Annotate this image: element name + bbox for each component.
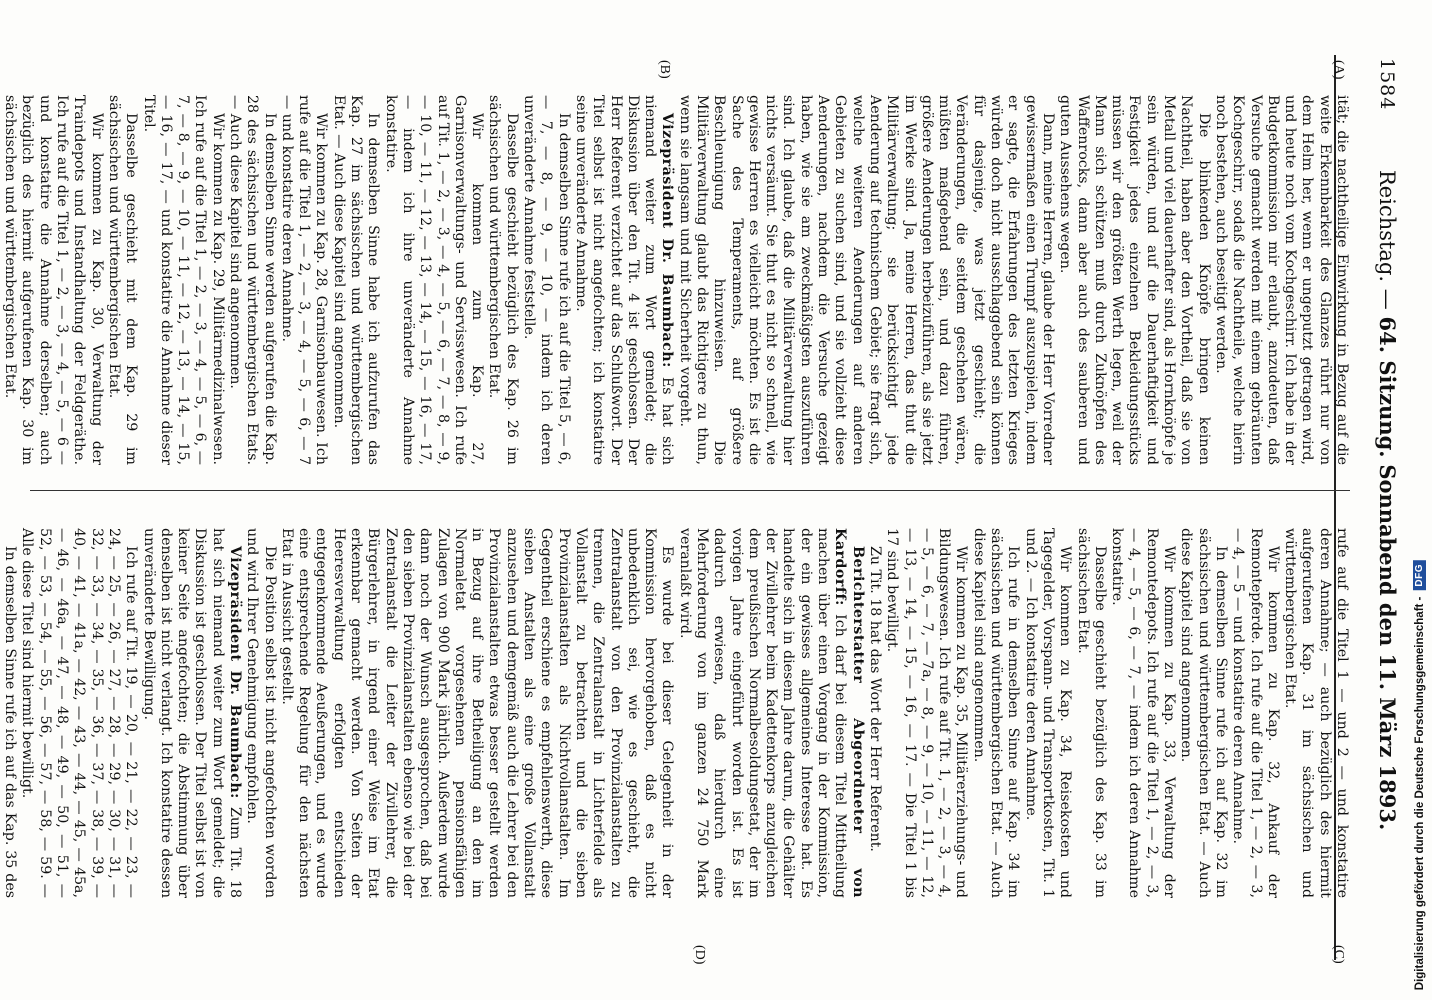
paragraph: Ich rufe auf Tit. 19, — 20, — 21, — 22, — 23, — 24, — 25, — 26, — 27, — 28, — 29, — 30, — 31, — 32, — 33, — 34, — 35, — 36, — 37, — 38, — 39, — 40, — 41, — 41a, — 42, — 43, — 44, — 45, — 45a, — 46, — 46a, — 47, — 48, — 49, — 50, — 51, — 52, — 53, — 54, — 55, — 56, — 57, — 58, — 59. — Alle diese Titel sind hiermit bewilligt. <box>19 528 140 898</box>
margin-mark-b: (B) <box>657 60 672 79</box>
paragraph: Die blinkenden Knöpfe bringen keinen Nachtheil, haben aber den Vortheil, daß sie von Metall und viel dauerhafter sind, als Hornknöpfe je sein würden, und auf die Dauerhaftigkeit und Festigkeit jedes einzelnen Bekleidungsstücks müssen wir den größten Werth legen, weil der Mann sich schützen muß durch Zuknöpfen des Waffenrocks, dann aber auch des sauberen und guten Aussehens wegen. <box>1057 95 1212 465</box>
column-divider <box>30 490 1350 491</box>
paragraph: In demselben Sinne rufe ich auf das Kap. 35 des <box>2 546 19 898</box>
paragraph: Dasselbe geschieht bezüglich des Kap. 26 im sächsischen und württembergischen Etat. <box>486 95 520 465</box>
paragraph: In demselben Sinne habe ich aufzurufen das Kap. 27 im sächsischen und württembergischen Etat. — Auch diese Kapitel sind angenommen. <box>330 95 382 465</box>
paragraph: Zu Tit. 18 hat das Wort der Herr Referent. <box>866 546 883 852</box>
paragraph <box>0 95 1 465</box>
paragraph <box>675 528 865 898</box>
paragraph: Wir kommen zum Kap. 27, Garnisonverwaltungs- und Servisswesen. Ich rufe auf Tit. 1, — 2, — 3, — 4, — 5, — 6, — 7, — 8, — 9, — 10, — 11, — 12, — 13, — 14, — 15, — 16, — 17, — indem ich ihre unveränderte Annahme konstatire. <box>382 95 486 465</box>
speaker-name: Vizepräsident Dr. Baumbach: <box>227 546 243 799</box>
speaker-name: Vizepräsident Dr. Baumbach: <box>659 113 676 368</box>
credit-line <box>1402 0 1432 1000</box>
paragraph: Wir kommen zu Kap. 30, Verwaltung der Traindepots und Instandhaltung der Feldgeräthe. Ich rufe auf die Titel 1, — 2, — 3, — 4, — 5, — 6 — und konstatire die Annahme derselben; auch bezüglich des hiermit aufgerufenen Kap. 30 im sächsischen und württembergischen Etat. <box>2 95 105 465</box>
session-number: 64. Sitzung. <box>1375 316 1400 458</box>
paragraph: Wir kommen zu Kap. 34, Reisekosten und Tagegelder, Vorspann- und Transportkosten, Tit. 1 und 2. — Ich konstatire deren Annahme. <box>1022 528 1074 898</box>
page-number: 1584 <box>1376 58 1398 111</box>
margin-mark-c: (C) <box>1331 945 1346 964</box>
paragraph: In demselben Sinne rufe ich auf die Titel 5, — 6, — 7, — 8, — 9, — 10, — indem ich deren unveränderte Annahme feststelle. <box>521 95 572 465</box>
paragraph: Dasselbe geschieht mit dem Kap. 29 im sächsischen und württembergischen Etat. <box>105 95 140 465</box>
paragraph: Dann, meine Herren, glaube der Herr Vorredner gewissermaßen einen Trumpf auszuspielen, indem er sagte, die Erfahrungen des letzten Krieges würden doch nicht ausschlaggebend sein können für dasjenige, was jetzt geschieht; die Veränderungen, die seitdem geschehen wären, müßten maßgebend sein, und dazu führen, größere Aenderungen herbeizuführen, als sie jetzt im Werke sind. Ja, meine Herren, das thut die Militärverwaltung; sie berücksichtigt jede Aenderung auf technischem Gebiet; sie fragt sich, welche weiteren Aenderungen auf anderen Gebieten zu suchen sind, und sie vollzieht diese Aenderungen, nachdem die Versuche gezeigt haben, wie sie am zweckmäßigsten auszuführen sind. Ich glaube, daß die Militärverwaltung hier nichts versäumt. Sie thut es nicht so schnell, wie gewisse Herren es vielleicht möchten. Es ist die Sache des Temperaments, auf größere Beschleunigung hinzuweisen. Die Militärverwaltung glaubt das Richtigere zu thun, wenn sie langsam und mit Sicherheit vorgeht. <box>676 95 1056 465</box>
paragraph: Dasselbe geschieht bezüglich des Kap. 33 im sächsischen Etat. <box>1074 528 1108 898</box>
paragraph: ität; die nachtheilige Einwirkung in Bezug auf die weite Erkennbarkeit des Glanzes rührt nur von dem Helm her, wenn er ungeputzt getragen wird, und heute noch vom Kochgeschirr. Ich habe in der Budgetkommission mir erlaubt, anzudeuten, daß Versuche gemacht werden mit einem gebräunten Kochgeschirr, sodaß die Nachtheile, welche hierin noch bestehen, auch beseitigt werden. <box>1212 95 1350 465</box>
running-title <box>1375 170 1400 831</box>
margin-mark-d: (D) <box>692 945 707 965</box>
paragraph <box>139 528 243 898</box>
left-column <box>2 95 1350 466</box>
paragraph: rufe auf die Titel 1 — und 2 — und konstatire deren Annahme; — auch bezüglich des hiermit aufgerufenen Kap. 31 im sächsischen und württembergischen Etat. <box>1282 528 1350 898</box>
paragraph: Wir kommen zu Kap. 29, Militärmedizinalwesen. Ich rufe auf die Titel 1, — 2, — 3, — 4, — 5, — 6, — 7, — 8, — 9, — 10, — 11, — 12, — 13, — 14, — 15, — 16, — 17, — und konstatire die Annahme dieser Titel. <box>140 95 226 465</box>
paragraph: Ich rufe in demselben Sinne auf Kap. 34 im sächsischen und württembergischen Etat. — Auch diese Kapitel sind angenommen. <box>970 528 1022 898</box>
dfg-logo: DFG <box>1413 560 1426 591</box>
paragraph: Es wurde bei dieser Gelegenheit in der Kommission hervorgehoben, daß es nicht unbedenklich sei, wie es geschieht, die Zentralanstalt von den Provinzialanstalten zu trennen, die Zentralanstalt in Lichterfelde als Vollanstalt zu betrachten und die sieben Provinzialanstalten als Nichtvollanstalten. Im Gegentheil erschiene es empfehlenswerth, diese sieben Anstalten als eine große Vollanstalt anzusehen und demgemäß auch die Lehrer bei den Provinzialanstalten etwas besser gestellt werden in Bezug auf ihre Betheiligung an den im Normaletat vorgesehenen pensionsfähigen Zulagen von 900 Mark jährlich. Außerdem wurde dann noch der Wunsch ausgesprochen, daß bei den sieben Provinzialanstalten ebenso wie bei der Zentralanstalt die Leiter der Zivillehrer, die Bürgerlehrer, in irgend einer Weise im Etat erkennbar gemacht werden. Von Seiten der Heeresverwaltung erfolgten entschieden entgegenkommende Aeußerungen, und es wurde eine entsprechende Regelung für den nächsten Etat in Aussicht gestellt. <box>278 528 676 898</box>
paragraph <box>572 95 676 465</box>
margin-mark-a: (A) <box>1331 60 1346 80</box>
page-header <box>1362 0 1402 1000</box>
speech-text: Zum Tit. 18 hat sich niemand weiter zum Wort gemeldet; die Diskussion ist geschlossen. Der Titel selbst ist von keiner Seite angefochten; die Abstimmung über denselben ist nicht verlangt. Ich konstatire dessen unveränderte Bewilligung. <box>140 528 243 898</box>
session-date: Sonnabend den 11. März 1893. <box>1375 464 1400 831</box>
speech-text: Ich darf bei diesem Titel Mittheilung machen über einen Vorgang in der Kommission, der ein gewisses allgemeines Interesse hat. Es handelte sich in diesem Jahre darum, die Gehälter der Zivillehrer beim Kadettenkorps anzugleichen dem preußischen Normalbesoldungsetat, der im vorigen Jahre eingeführt worden ist. Es ist dadurch erwiesen, daß hierdurch eine Mehrforderung von im ganzen 24 750 Mark veranlaßt wird. <box>676 528 849 898</box>
paragraph: Wir kommen zu Kap. 35, Militärerziehungs- und Bildungswesen. Ich rufe auf Tit. 1, — 2, — 3, — 4, — 5, — 6, — 7, — 7a, — 8, — 9, — 10, — 11, — 12, — 13, — 14, — 15, — 16, — 17. — Die Titel 1 bis 17 sind bewilligt. <box>884 528 970 898</box>
paragraph: In demselben Sinne werden aufgerufen die Kap. 28 des sächsischen und württembergischen Etats. — Auch diese Kapitel sind angenommen. <box>227 95 278 465</box>
running-title-left: Reichstag. — <box>1375 170 1399 310</box>
paragraph: Die Position selbst ist nicht angefochten worden und wird Ihrer Genehmigung empfohlen. <box>244 528 278 898</box>
paragraph: In demselben Sinne rufe ich auf Kap. 32 im sächsischen und württembergischen Etat. — Auch diese Kapitel sind angenommen. <box>1178 528 1229 898</box>
speech-text: Es hat sich niemand weiter zum Wort gemeldet; die Diskussion über den Tit. 4 ist geschlossen. Der Herr Referent verzichtet auf das Schlußwort. Der Titel selbst ist nicht angefochten; ich konstatire seine unveränderte Annahme. <box>572 95 676 466</box>
credit-text: Digitalisierung gefördert durch die Deutsche Forschungsgemeinschaft - <box>1413 596 1426 990</box>
speaker-name: Berichterstatter Abgeordneter von Kardorff: <box>832 528 866 898</box>
paragraph: Wir kommen zu Kap. 33, Verwaltung der Remontedepots. Ich rufe auf die Titel 1, — 2, — 3, — 4, — 5, — 6, — 7, — indem ich deren Annahme konstatire. <box>1109 528 1178 898</box>
paragraph: Wir kommen zu Kap. 28, Garnisonbauwesen. Ich rufe auf die Titel 1, — 2, — 3, — 4, — 5, — 6, — 7 — und konstatire deren Annahme. <box>278 95 330 465</box>
right-column <box>2 528 1350 898</box>
paragraph: Wir kommen zu Kap. 32, Ankauf der Remontepferde. Ich rufe auf die Titel 1, — 2, — 3, — 4, — 5 — und konstatire deren Annahme. <box>1230 528 1281 898</box>
